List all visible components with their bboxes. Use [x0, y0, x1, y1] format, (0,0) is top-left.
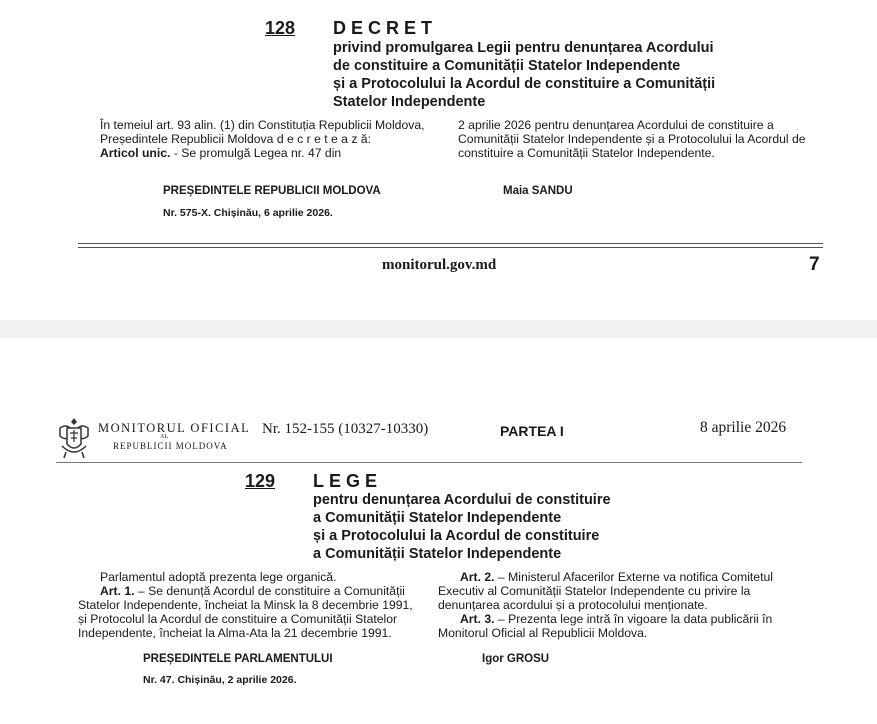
law-title-line: a Comunității Statelor Independente [313, 546, 562, 562]
law-title [313, 491, 733, 563]
article-label: Art. 1. [100, 584, 135, 598]
publication-name-line2: REPUBLICII MOLDOVA [113, 441, 228, 451]
article-text: - Se promulgă Legea nr. 47 din [170, 146, 342, 160]
law-article-2 [438, 570, 801, 612]
issue-date: 8 aprilie 2026 [700, 419, 787, 436]
law-article-3 [438, 612, 801, 640]
decree-title [333, 39, 803, 111]
decree-title-line: Statelor Independente [333, 94, 486, 110]
header-rule [56, 462, 802, 463]
article-label: Art. 2. [460, 570, 495, 584]
footer-website: monitorul.gov.md [382, 257, 497, 273]
signer-name: Maia SANDU [503, 185, 573, 197]
page-separator [0, 320, 877, 338]
law-column-right [438, 570, 801, 640]
decree-article [78, 146, 443, 160]
law-column-left [78, 570, 420, 640]
decree-title-line: și a Protocolului la Acordul de constituire a Comunității [333, 76, 716, 92]
law-title-line: a Comunității Statelor Independente [313, 510, 562, 526]
law-type: LEGE [313, 471, 383, 491]
law-title-line: și a Protocolului la Acordul de constituire [313, 528, 600, 544]
decree-article-continued: 2 aprilie 2026 pentru denunțarea Acordului de constituire a Comunității Statelor Independente și a Protocolului la Acordul de constituire a Comunității Statelor Independente. [458, 118, 806, 160]
footer-rule-bottom [78, 247, 823, 248]
decree-preamble: În temeiul art. 93 alin. (1) din Constituția Republicii Moldova, [100, 118, 425, 132]
decree-reference: Nr. 575-X. Chișinău, 6 aprilie 2026. [163, 207, 333, 219]
decree-type: DECRET [333, 18, 438, 38]
article-label: Articol unic. [100, 146, 171, 160]
article-text: – Prezenta lege intră în vigoare la data publicării în Monitorul Oficial al Republicii Moldova. [438, 612, 773, 640]
law-title-line: pentru denunțarea Acordului de constituire [313, 492, 611, 508]
article-text: – Ministerul Afacerilor Externe va notifica Comitetul Executiv al Comunității Statelor Independente cu privire la denunțarea acordului și a protocolului menționate. [438, 570, 773, 612]
law-signer-name: Igor GROSU [482, 653, 550, 665]
decree-title-line: de constituire a Comunității Statelor Independente [333, 58, 681, 74]
decree-number: 128 [265, 18, 296, 38]
article-text: – Se denunță Acordul de constituire a Comunității Statelor Independente, încheiat la Minsk la 8 decembrie 1991, și Protocolul la Acordul de constituire a Comunității Statelor Independente, încheiat la Alma-Ata la 21 decembrie 1991. [78, 584, 413, 640]
law-reference: Nr. 47. Chișinău, 2 aprilie 2026. [143, 674, 297, 686]
law-intro: Parlamentul adoptă prezenta lege organică. [100, 570, 337, 584]
publication-name-al: AL [160, 434, 168, 440]
signer-title: PREȘEDINTELE REPUBLICII MOLDOVA [163, 185, 381, 197]
page-number: 7 [809, 254, 820, 275]
coat-of-arms-icon [56, 416, 92, 460]
law-number: 129 [245, 471, 276, 491]
part-label: PARTEA I [500, 423, 564, 439]
law-article-1 [78, 584, 420, 640]
decree-column-right [458, 118, 826, 160]
law-signer-title: PREȘEDINTELE PARLAMENTULUI [143, 653, 333, 665]
issue-number: Nr. 152-155 (10327-10330) [262, 421, 429, 437]
decree-president-line: Președintele Republicii Moldova d e c r e t e a z ă: [100, 132, 371, 146]
decree-title-line: privind promulgarea Legii pentru denunțarea Acordului [333, 40, 714, 56]
publication-name-line1: MONITORUL OFICIAL [98, 421, 251, 435]
article-label: Art. 3. [460, 612, 495, 626]
decree-column-left [78, 118, 443, 160]
footer-rule-top [78, 243, 823, 244]
